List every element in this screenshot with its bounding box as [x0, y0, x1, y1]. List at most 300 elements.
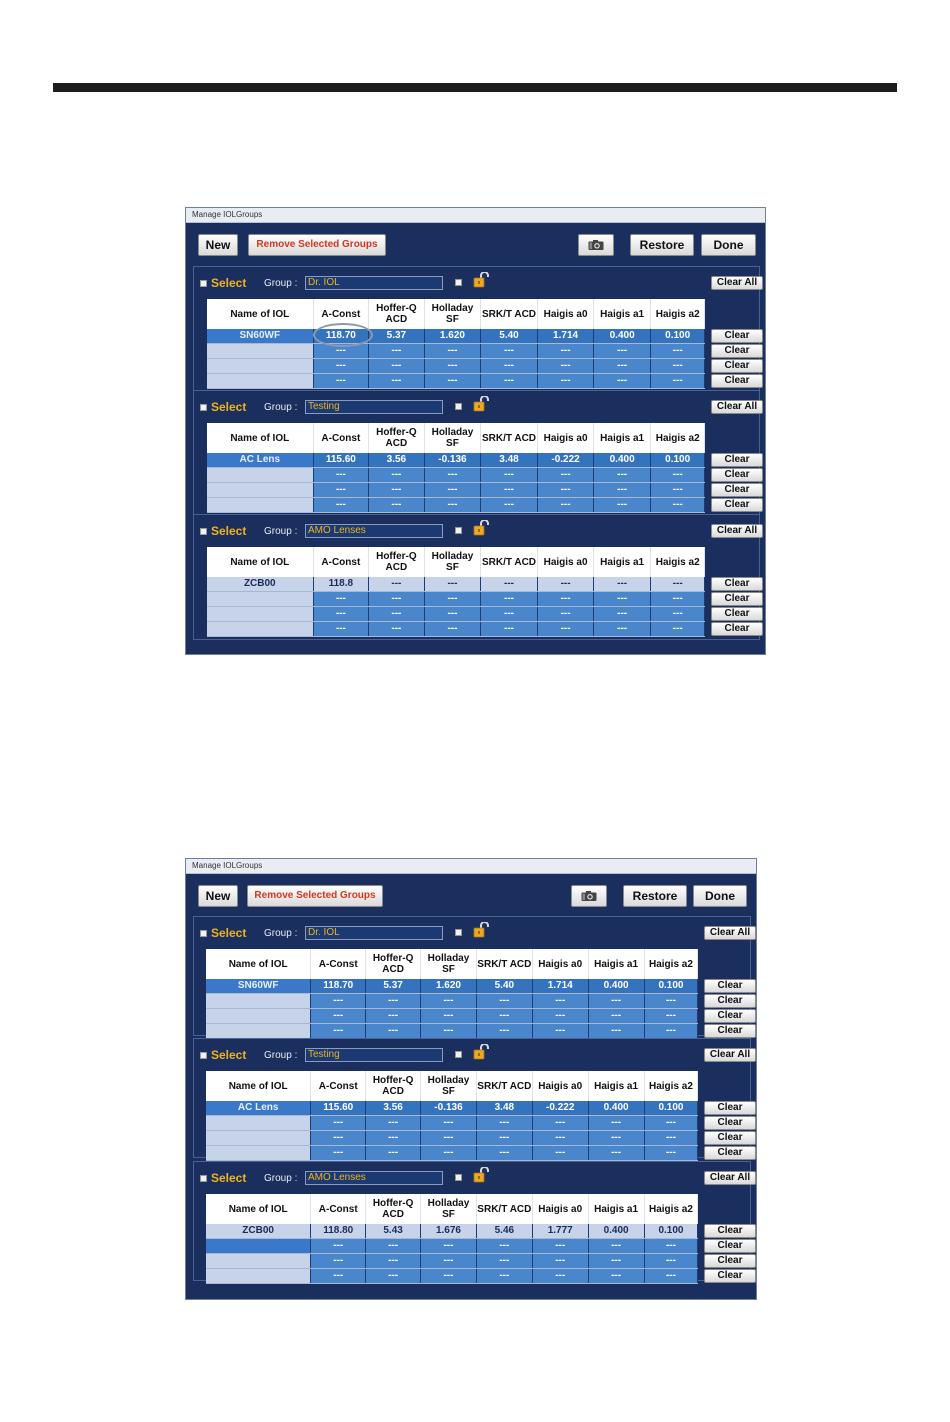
iol-value-cell[interactable]: 1.777 [532, 1224, 588, 1239]
column-header: Haigis a2 [650, 423, 705, 453]
iol-value-cell[interactable]: --- [369, 483, 425, 498]
column-header: Holladay SF [424, 299, 481, 329]
iol-row[interactable] [206, 1146, 698, 1161]
clear-row-button[interactable]: Clear [704, 1101, 756, 1115]
iol-value-cell[interactable]: --- [369, 374, 425, 389]
iol-row[interactable] [206, 1116, 698, 1131]
iol-row[interactable] [207, 468, 705, 483]
iol-value-cell[interactable]: --- [476, 1116, 532, 1131]
iol-name-cell[interactable] [207, 622, 313, 637]
iol-value-cell[interactable]: --- [421, 1254, 477, 1269]
iol-value-cell[interactable]: --- [313, 607, 369, 622]
iol-value-cell[interactable]: --- [650, 359, 705, 374]
column-header: Holladay SF [421, 1194, 477, 1224]
iol-value-cell[interactable]: --- [369, 607, 425, 622]
unlocked-padlock-icon[interactable] [473, 1044, 491, 1060]
iol-name-cell[interactable] [206, 1146, 311, 1161]
clear-row-button[interactable]: Clear [711, 577, 763, 591]
iol-value-cell[interactable]: -0.136 [424, 453, 481, 468]
iol-value-cell[interactable]: --- [424, 483, 481, 498]
iol-value-cell[interactable]: 1.714 [537, 329, 594, 344]
iol-value-cell[interactable]: --- [532, 1009, 588, 1024]
iol-value-cell[interactable]: 0.100 [650, 453, 705, 468]
iol-value-cell[interactable]: --- [588, 1269, 644, 1284]
clear-all-button[interactable]: Clear All [704, 926, 756, 940]
select-group-checkbox[interactable] [200, 404, 207, 411]
iol-value-cell[interactable]: --- [311, 1269, 366, 1284]
iol-value-cell[interactable]: --- [537, 359, 594, 374]
iol-value-cell[interactable]: 118.8 [313, 577, 369, 592]
iol-value-cell[interactable]: --- [421, 1116, 477, 1131]
iol-value-cell[interactable]: --- [311, 1116, 366, 1131]
iol-value-cell[interactable]: 0.100 [644, 979, 698, 994]
iol-name-cell[interactable] [206, 1009, 311, 1024]
iol-value-cell[interactable]: --- [366, 1146, 421, 1161]
iol-value-cell[interactable]: 1.676 [421, 1224, 477, 1239]
clear-row-button[interactable]: Clear [704, 1239, 756, 1253]
iol-name-cell[interactable] [206, 1254, 311, 1269]
iol-value-cell[interactable]: --- [311, 1239, 366, 1254]
screenshot-button[interactable] [571, 885, 607, 907]
select-group-checkbox[interactable] [200, 1175, 207, 1182]
iol-row[interactable] [206, 1269, 698, 1284]
iol-value-cell[interactable]: --- [537, 592, 594, 607]
iol-value-cell[interactable]: --- [366, 1254, 421, 1269]
group-option-checkbox[interactable] [455, 279, 462, 286]
iol-value-cell[interactable]: --- [588, 1239, 644, 1254]
iol-row[interactable] [207, 453, 705, 468]
iol-value-cell[interactable]: --- [476, 1024, 532, 1039]
iol-value-cell[interactable]: --- [588, 1146, 644, 1161]
iol-value-cell[interactable]: --- [476, 1009, 532, 1024]
group-name-field[interactable]: AMO Lenses [305, 524, 443, 538]
iol-value-cell[interactable]: 1.620 [421, 979, 477, 994]
column-header: Haigis a0 [537, 423, 594, 453]
iol-value-cell[interactable]: --- [313, 592, 369, 607]
group-name-field[interactable]: AMO Lenses [305, 1171, 443, 1185]
iol-value-cell[interactable]: --- [313, 498, 369, 513]
iol-group-panel [193, 390, 760, 516]
iol-value-cell[interactable]: --- [313, 483, 369, 498]
iol-value-cell[interactable]: --- [424, 577, 481, 592]
iol-row[interactable] [207, 498, 705, 513]
iol-value-cell[interactable]: 3.48 [476, 1101, 532, 1116]
iol-value-cell[interactable]: --- [532, 1254, 588, 1269]
iol-value-cell[interactable]: --- [421, 1146, 477, 1161]
iol-table [206, 949, 698, 1039]
iol-value-cell[interactable]: --- [424, 622, 481, 637]
iol-value-cell[interactable]: --- [424, 344, 481, 359]
iol-value-cell[interactable]: --- [366, 994, 421, 1009]
iol-group-panel [193, 1161, 751, 1281]
iol-value-cell[interactable]: 0.400 [588, 1224, 644, 1239]
clear-row-button[interactable]: Clear [704, 979, 756, 993]
iol-value-cell[interactable]: 118.70 [311, 979, 366, 994]
iol-value-cell[interactable]: --- [481, 468, 538, 483]
iol-name-cell[interactable]: SN60WF [207, 329, 313, 344]
iol-value-cell[interactable]: --- [537, 498, 594, 513]
iol-value-cell[interactable]: --- [588, 1254, 644, 1269]
clear-row-button[interactable]: Clear [711, 468, 763, 482]
iol-value-cell[interactable]: -0.136 [421, 1101, 477, 1116]
iol-value-cell[interactable]: --- [594, 483, 651, 498]
iol-name-cell[interactable] [207, 607, 313, 622]
iol-name-cell[interactable] [206, 1239, 311, 1254]
group-name-field[interactable]: Testing [305, 400, 443, 414]
iol-value-cell[interactable]: --- [366, 1024, 421, 1039]
iol-value-cell[interactable]: --- [644, 1239, 698, 1254]
iol-value-cell[interactable]: --- [481, 607, 538, 622]
iol-value-cell[interactable]: 0.100 [644, 1101, 698, 1116]
iol-value-cell[interactable]: 115.60 [311, 1101, 366, 1116]
iol-value-cell[interactable]: --- [476, 1239, 532, 1254]
restore-button[interactable]: Restore [623, 885, 687, 907]
iol-value-cell[interactable]: --- [421, 1131, 477, 1146]
iol-value-cell[interactable]: --- [644, 1146, 698, 1161]
iol-name-cell[interactable] [207, 344, 313, 359]
iol-value-cell[interactable]: 0.100 [644, 1224, 698, 1239]
column-header: A-Const [311, 949, 366, 979]
iol-value-cell[interactable]: --- [481, 344, 538, 359]
iol-value-cell[interactable]: --- [650, 622, 705, 637]
iol-row[interactable] [206, 979, 698, 994]
iol-value-cell[interactable]: --- [421, 1239, 477, 1254]
column-header: Name of IOL [206, 949, 311, 979]
iol-group-panel [193, 514, 760, 640]
iol-value-cell[interactable]: --- [476, 1269, 532, 1284]
iol-value-cell[interactable]: --- [424, 359, 481, 374]
clear-row-button[interactable]: Clear [704, 1224, 756, 1238]
iol-value-cell[interactable]: --- [424, 468, 481, 483]
iol-value-cell[interactable]: --- [532, 1116, 588, 1131]
iol-row[interactable] [207, 592, 705, 607]
screenshot-button[interactable] [578, 234, 614, 256]
iol-value-cell[interactable]: --- [650, 374, 705, 389]
iol-value-cell[interactable]: --- [313, 468, 369, 483]
iol-value-cell[interactable]: --- [366, 1239, 421, 1254]
iol-value-cell[interactable]: 5.40 [476, 979, 532, 994]
column-header: SRK/T ACD [481, 547, 538, 577]
iol-value-cell[interactable]: 5.46 [476, 1224, 532, 1239]
iol-value-cell[interactable]: --- [313, 622, 369, 637]
clear-all-button[interactable]: Clear All [711, 276, 763, 290]
iol-name-cell[interactable] [206, 1024, 311, 1039]
iol-value-cell[interactable]: --- [537, 622, 594, 637]
iol-value-cell[interactable]: --- [311, 1009, 366, 1024]
iol-value-cell[interactable]: --- [650, 498, 705, 513]
iol-row[interactable] [207, 483, 705, 498]
iol-value-cell[interactable]: 5.37 [369, 329, 425, 344]
iol-name-cell[interactable] [206, 1131, 311, 1146]
iol-value-cell[interactable]: -0.222 [532, 1101, 588, 1116]
iol-table [206, 1194, 698, 1284]
iol-value-cell[interactable]: --- [594, 498, 651, 513]
iol-value-cell[interactable]: --- [588, 1024, 644, 1039]
clear-row-button[interactable]: Clear [711, 498, 763, 512]
iol-value-cell[interactable]: --- [537, 577, 594, 592]
iol-value-cell[interactable]: --- [369, 359, 425, 374]
iol-value-cell[interactable]: 0.400 [588, 979, 644, 994]
clear-row-button[interactable]: Clear [711, 344, 763, 358]
clear-row-button[interactable]: Clear [711, 592, 763, 606]
table-header-row [206, 949, 698, 979]
iol-row[interactable] [207, 374, 705, 389]
group-option-checkbox[interactable] [455, 403, 462, 410]
iol-value-cell[interactable]: 1.714 [532, 979, 588, 994]
iol-value-cell[interactable]: --- [537, 607, 594, 622]
clear-row-button[interactable]: Clear [704, 1269, 756, 1283]
iol-value-cell[interactable]: --- [588, 994, 644, 1009]
iol-value-cell[interactable]: --- [311, 1146, 366, 1161]
group-name-field[interactable]: Testing [305, 1048, 443, 1062]
iol-value-cell[interactable]: --- [366, 1009, 421, 1024]
unlocked-padlock-icon[interactable] [473, 922, 491, 938]
iol-value-cell[interactable]: 0.400 [588, 1101, 644, 1116]
iol-value-cell[interactable]: 115.60 [313, 453, 369, 468]
iol-value-cell[interactable]: --- [421, 1009, 477, 1024]
done-button[interactable]: Done [693, 885, 747, 907]
iol-value-cell[interactable]: --- [366, 1116, 421, 1131]
clear-row-button[interactable]: Clear [704, 994, 756, 1008]
iol-value-cell[interactable]: --- [313, 344, 369, 359]
iol-value-cell[interactable]: --- [311, 994, 366, 1009]
select-group-checkbox[interactable] [200, 280, 207, 287]
column-header: Haigis a1 [594, 423, 651, 453]
unlocked-padlock-icon[interactable] [473, 272, 491, 288]
group-option-checkbox[interactable] [455, 527, 462, 534]
iol-value-cell[interactable]: --- [537, 468, 594, 483]
iol-row[interactable] [206, 994, 698, 1009]
window-title: Manage IOLGroups [186, 208, 765, 223]
iol-name-cell[interactable]: SN60WF [206, 979, 311, 994]
iol-value-cell[interactable]: --- [369, 592, 425, 607]
iol-value-cell[interactable]: --- [311, 1131, 366, 1146]
iol-value-cell[interactable]: 5.37 [366, 979, 421, 994]
clear-row-button[interactable]: Clear [704, 1254, 756, 1268]
iol-value-cell[interactable]: --- [594, 622, 651, 637]
iol-name-cell[interactable] [206, 1116, 311, 1131]
iol-value-cell[interactable]: --- [476, 994, 532, 1009]
iol-value-cell[interactable]: --- [369, 498, 425, 513]
clear-row-button[interactable]: Clear [711, 329, 763, 343]
iol-value-cell[interactable]: 5.43 [366, 1224, 421, 1239]
group-option-checkbox[interactable] [455, 1174, 462, 1181]
iol-value-cell[interactable]: --- [532, 1239, 588, 1254]
iol-name-cell[interactable] [207, 359, 313, 374]
iol-value-cell[interactable]: --- [421, 1024, 477, 1039]
iol-value-cell[interactable]: --- [594, 344, 651, 359]
iol-value-cell[interactable]: --- [369, 622, 425, 637]
iol-value-cell[interactable]: --- [644, 1269, 698, 1284]
iol-value-cell[interactable]: --- [369, 468, 425, 483]
iol-value-cell[interactable]: --- [594, 592, 651, 607]
select-group-checkbox[interactable] [200, 930, 207, 937]
iol-value-cell[interactable]: --- [644, 1024, 698, 1039]
iol-value-cell[interactable]: --- [537, 344, 594, 359]
iol-value-cell[interactable]: --- [481, 374, 538, 389]
clear-all-button[interactable]: Clear All [704, 1048, 756, 1062]
iol-value-cell[interactable]: --- [532, 1131, 588, 1146]
iol-value-cell[interactable]: 118.70 [313, 329, 369, 344]
iol-row[interactable] [206, 1009, 698, 1024]
done-button[interactable]: Done [701, 234, 756, 256]
group-option-checkbox[interactable] [455, 929, 462, 936]
restore-button[interactable]: Restore [630, 234, 694, 256]
clear-row-button[interactable]: Clear [704, 1131, 756, 1145]
iol-value-cell[interactable]: --- [650, 592, 705, 607]
iol-value-cell[interactable]: --- [366, 1131, 421, 1146]
iol-value-cell[interactable]: 1.620 [424, 329, 481, 344]
iol-value-cell[interactable]: --- [481, 359, 538, 374]
unlocked-padlock-icon[interactable] [473, 396, 491, 412]
iol-value-cell[interactable]: --- [644, 1009, 698, 1024]
iol-name-cell[interactable] [207, 592, 313, 607]
iol-value-cell[interactable]: --- [644, 1131, 698, 1146]
iol-name-cell[interactable]: ZCB00 [207, 577, 313, 592]
iol-value-cell[interactable]: --- [588, 1116, 644, 1131]
iol-value-cell[interactable]: --- [588, 1131, 644, 1146]
iol-value-cell[interactable]: --- [537, 374, 594, 389]
new-button[interactable]: New [198, 885, 238, 907]
iol-value-cell[interactable]: --- [476, 1131, 532, 1146]
iol-value-cell[interactable]: --- [424, 374, 481, 389]
iol-value-cell[interactable]: 5.40 [481, 329, 538, 344]
iol-row[interactable] [207, 359, 705, 374]
iol-value-cell[interactable]: --- [481, 483, 538, 498]
iol-row[interactable] [207, 577, 705, 592]
iol-value-cell[interactable]: --- [532, 1024, 588, 1039]
iol-value-cell[interactable]: --- [594, 374, 651, 389]
iol-value-cell[interactable]: --- [313, 374, 369, 389]
iol-value-cell[interactable]: --- [594, 359, 651, 374]
iol-value-cell[interactable]: --- [650, 607, 705, 622]
clear-row-button[interactable]: Clear [704, 1116, 756, 1130]
iol-row[interactable] [207, 344, 705, 359]
iol-row[interactable] [206, 1024, 698, 1039]
iol-value-cell[interactable]: --- [424, 592, 481, 607]
iol-value-cell[interactable]: --- [644, 994, 698, 1009]
clear-row-button[interactable]: Clear [711, 622, 763, 636]
iol-value-cell[interactable]: 3.56 [366, 1101, 421, 1116]
iol-name-cell[interactable] [207, 483, 313, 498]
unlocked-padlock-icon[interactable] [473, 520, 491, 536]
iol-name-cell[interactable] [207, 498, 313, 513]
group-option-checkbox[interactable] [455, 1051, 462, 1058]
iol-value-cell[interactable]: --- [650, 468, 705, 483]
iol-value-cell[interactable]: --- [481, 498, 538, 513]
iol-row[interactable] [206, 1131, 698, 1146]
clear-row-button[interactable]: Clear [711, 359, 763, 373]
unlocked-padlock-icon[interactable] [473, 1167, 491, 1183]
iol-value-cell[interactable]: 118.80 [311, 1224, 366, 1239]
iol-value-cell[interactable]: --- [650, 577, 705, 592]
column-header: SRK/T ACD [476, 1071, 532, 1101]
column-header: Name of IOL [207, 547, 313, 577]
iol-value-cell[interactable]: --- [369, 344, 425, 359]
column-header: Name of IOL [207, 423, 313, 453]
iol-row[interactable] [206, 1224, 698, 1239]
clear-all-button[interactable]: Clear All [704, 1171, 756, 1185]
select-group-checkbox[interactable] [200, 528, 207, 535]
iol-value-cell[interactable]: --- [532, 994, 588, 1009]
column-header: Holladay SF [421, 1071, 477, 1101]
iol-value-cell[interactable]: --- [424, 498, 481, 513]
clear-row-button[interactable]: Clear [711, 453, 763, 467]
iol-value-cell[interactable]: --- [313, 359, 369, 374]
iol-value-cell[interactable]: --- [481, 592, 538, 607]
iol-value-cell[interactable]: 3.48 [481, 453, 538, 468]
group-name-field[interactable]: Dr. IOL [305, 276, 443, 290]
iol-value-cell[interactable]: --- [537, 483, 594, 498]
iol-name-cell[interactable]: AC Lens [206, 1101, 311, 1116]
iol-value-cell[interactable]: 0.100 [650, 329, 705, 344]
iol-value-cell[interactable]: --- [481, 622, 538, 637]
iol-value-cell[interactable]: --- [644, 1116, 698, 1131]
clear-row-button[interactable]: Clear [711, 374, 763, 388]
iol-value-cell[interactable]: --- [366, 1269, 421, 1284]
iol-value-cell[interactable]: --- [650, 344, 705, 359]
iol-value-cell[interactable]: --- [311, 1254, 366, 1269]
iol-value-cell[interactable]: 0.400 [594, 329, 651, 344]
iol-value-cell[interactable]: --- [481, 577, 538, 592]
iol-value-cell[interactable]: --- [369, 577, 425, 592]
iol-name-cell[interactable] [207, 374, 313, 389]
select-group-checkbox[interactable] [200, 1052, 207, 1059]
iol-row[interactable] [207, 607, 705, 622]
iol-value-cell[interactable]: --- [650, 483, 705, 498]
iol-value-cell[interactable]: --- [532, 1146, 588, 1161]
iol-row[interactable] [207, 329, 705, 344]
iol-name-cell[interactable]: AC Lens [207, 453, 313, 468]
group-name-field[interactable]: Dr. IOL [305, 926, 443, 940]
iol-value-cell[interactable]: 0.400 [594, 453, 651, 468]
remove-selected-groups-button[interactable]: Remove Selected Groups [248, 234, 386, 256]
iol-value-cell[interactable]: --- [476, 1146, 532, 1161]
iol-value-cell[interactable]: --- [588, 1009, 644, 1024]
iol-value-cell[interactable]: -0.222 [537, 453, 594, 468]
clear-row-button[interactable]: Clear [711, 483, 763, 497]
clear-all-button[interactable]: Clear All [711, 400, 763, 414]
clear-row-button[interactable]: Clear [704, 1146, 756, 1160]
iol-name-cell[interactable] [206, 1269, 311, 1284]
iol-value-cell[interactable]: --- [644, 1254, 698, 1269]
iol-value-cell[interactable]: --- [476, 1254, 532, 1269]
iol-name-cell[interactable] [206, 994, 311, 1009]
iol-value-cell[interactable]: --- [594, 607, 651, 622]
iol-value-cell[interactable]: 3.56 [369, 453, 425, 468]
clear-row-button[interactable]: Clear [704, 1024, 756, 1038]
iol-name-cell[interactable] [207, 468, 313, 483]
iol-table [206, 1071, 698, 1161]
iol-name-cell[interactable]: ZCB00 [206, 1224, 311, 1239]
iol-value-cell[interactable]: --- [594, 468, 651, 483]
clear-row-button[interactable]: Clear [711, 607, 763, 621]
iol-row[interactable] [206, 1101, 698, 1116]
iol-value-cell[interactable]: --- [594, 577, 651, 592]
iol-row[interactable] [206, 1254, 698, 1269]
iol-value-cell[interactable]: --- [424, 607, 481, 622]
iol-value-cell[interactable]: --- [311, 1024, 366, 1039]
clear-all-button[interactable]: Clear All [711, 524, 763, 538]
new-button[interactable]: New [198, 234, 238, 256]
remove-selected-groups-button[interactable]: Remove Selected Groups [247, 885, 383, 907]
iol-row[interactable] [206, 1239, 698, 1254]
iol-row[interactable] [207, 622, 705, 637]
iol-value-cell[interactable]: --- [421, 1269, 477, 1284]
iol-value-cell[interactable]: --- [532, 1269, 588, 1284]
clear-row-button[interactable]: Clear [704, 1009, 756, 1023]
iol-value-cell[interactable]: --- [421, 994, 477, 1009]
